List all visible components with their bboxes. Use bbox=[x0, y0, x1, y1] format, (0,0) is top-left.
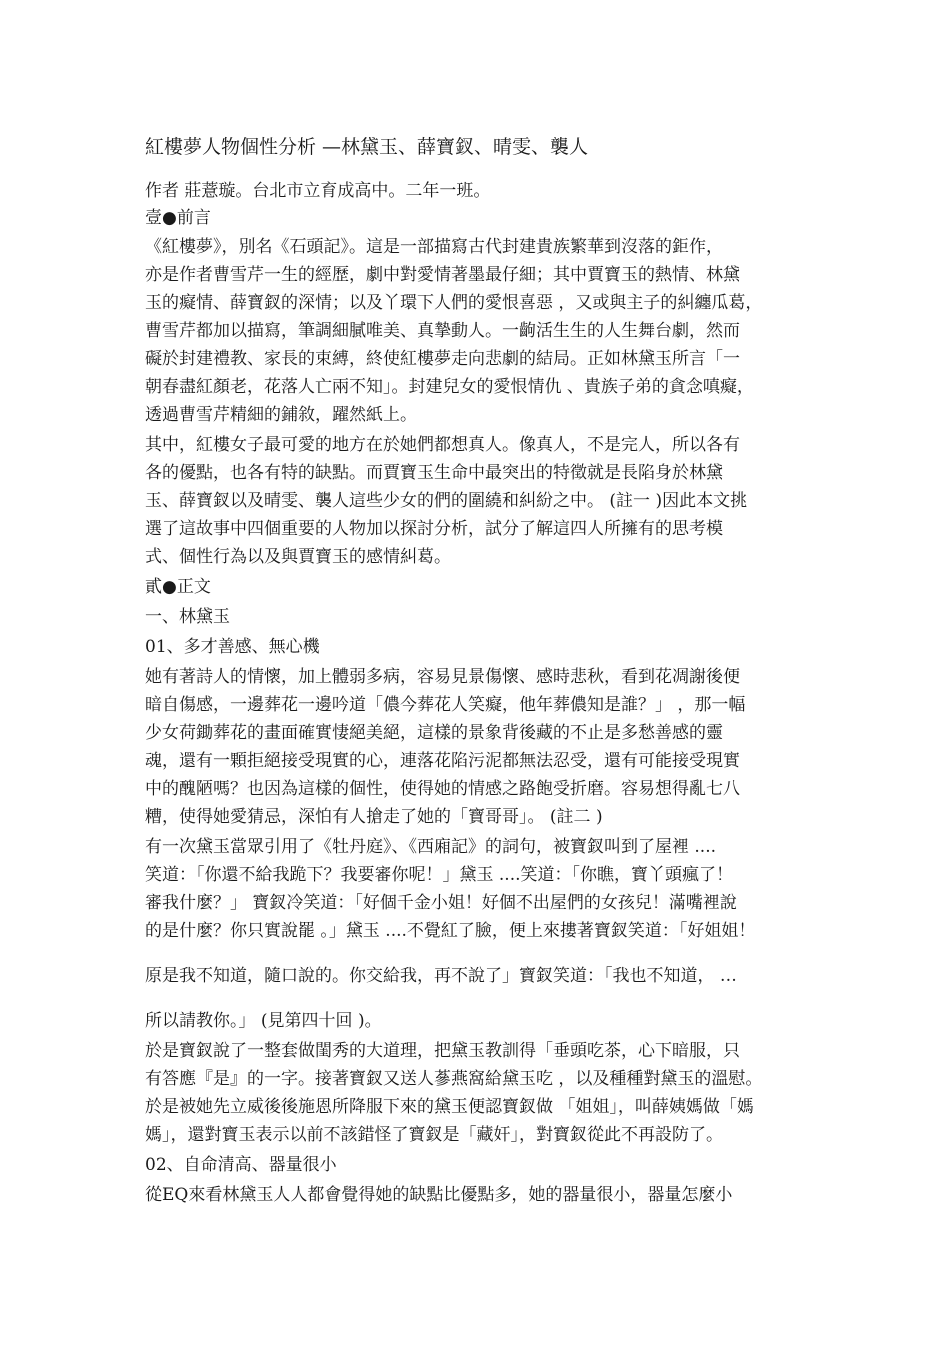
paragraph-line: 有一次黛玉當眾引用了《牡丹庭》、《西廂記》的詞句，被寶釵叫到了屋裡 .... bbox=[145, 837, 717, 857]
paragraph-line: 其中，紅樓女子最可愛的地方在於她們都想真人。像真人，不是完人，所以各有 bbox=[145, 435, 740, 455]
paragraph-line: 少女荷鋤葬花的畫面確實悽絕美絕，這樣的景象背後藏的不止是多愁善感的靈 bbox=[145, 723, 723, 743]
author-line: 作者 莊薏璇。台北市立育成高中。二年一班。 bbox=[145, 181, 491, 201]
paragraph-line: 朝春盡紅顏老，花落人亡兩不知」。封建兒女的愛恨情仇 、貴族子弟的貪念嗔癡， bbox=[145, 377, 754, 397]
paragraph-line: 玉的癡情、薛寶釵的深情；以及丫環下人們的愛恨喜惡 ，又或與主子的糾纏瓜葛， bbox=[145, 293, 763, 313]
section-heading-intro: 壹●前言 bbox=[145, 208, 211, 228]
paragraph-line: 玉、薛寶釵以及晴雯、襲人這些少女的們的圍繞和糾紛之中。 (註一 )因此本文挑 bbox=[145, 491, 748, 511]
point-heading: 02、自命清高、器量很小 bbox=[145, 1155, 337, 1175]
paragraph-line: 原是我不知道，隨口說的。你交給我，再不說了」寶釵笑道：「我也不知道， … bbox=[145, 966, 737, 986]
paragraph-line: 笑道：「你還不給我跪下？我要審你呢！」黛玉 ....笑道：「你瞧，寶丫頭瘋了！ bbox=[145, 865, 734, 885]
paragraph-line: 魂，還有一顆拒絕接受現實的心，連落花陷污泥都無法忍受，還有可能接受現實 bbox=[145, 751, 740, 771]
paragraph-line: 糟，使得她愛猜忌，深怕有人搶走了她的「寶哥哥」。 (註二 ) bbox=[145, 807, 603, 827]
paragraph-line: 暗自傷感，一邊葬花一邊吟道「儂今葬花人笑癡，他年葬儂知是誰？」 ，那一幅 bbox=[145, 695, 746, 715]
paragraph-line: 所以請教你。」 (見第四十回 )。 bbox=[145, 1011, 382, 1031]
paragraph-line: 亦是作者曹雪芹一生的經歷，劇中對愛情著墨最仔細；其中賈寶玉的熱情、林黛 bbox=[145, 265, 740, 285]
paragraph-line: 《紅樓夢》，別名《石頭記》。這是一部描寫古代封建貴族繁華到沒落的鉅作， bbox=[145, 237, 723, 257]
paragraph-line: 有答應『是』的一字。接著寶釵又送人蔘燕窩給黛玉吃 ，以及種種對黛玉的溫慰。 bbox=[145, 1069, 763, 1089]
document-title: 紅樓夢人物個性分析 —林黛玉、薛寶釵、晴雯、襲人 bbox=[145, 136, 589, 158]
paragraph-line: 從EQ來看林黛玉人人都會覺得她的缺點比優點多，她的器量很小，器量怎麼小 bbox=[145, 1185, 733, 1205]
paragraph-line: 於是被她先立威後後施恩所降服下來的黛玉便認寶釵做 「姐姐」，叫薛姨媽做「媽 bbox=[145, 1097, 754, 1117]
paragraph-line: 她有著詩人的情懷，加上體弱多病，容易見景傷懷、感時悲秋，看到花凋謝後便 bbox=[145, 667, 740, 687]
paragraph-line: 中的醜陋嗎？也因為這樣的個性，使得她的情感之路飽受折磨。容易想得亂七八 bbox=[145, 779, 740, 799]
paragraph-line: 選了這故事中四個重要的人物加以探討分析，試分了解這四人所擁有的思考模 bbox=[145, 519, 723, 539]
subsection-heading: 一、林黛玉 bbox=[145, 607, 230, 627]
paragraph-line: 的是什麼？你只實說罷 。」黛玉 ....不覺紅了臉，便上來摟著寶釵笑道：「好姐姐！ bbox=[145, 921, 756, 941]
section-heading-body: 貳●正文 bbox=[145, 577, 211, 597]
paragraph-line: 曹雪芹都加以描寫，筆調細膩唯美、真摯動人。一齣活生生的人生舞台劇，然而 bbox=[145, 321, 740, 341]
paragraph-line: 各的優點，也各有特的缺點。而賈寶玉生命中最突出的特徵就是長陷身於林黛 bbox=[145, 463, 723, 483]
paragraph-line: 於是寶釵說了一整套做閨秀的大道理，把黛玉教訓得「垂頭吃茶，心下暗服，只 bbox=[145, 1041, 740, 1061]
paragraph-line: 式、個性行為以及與賈寶玉的感情糾葛。 bbox=[145, 547, 451, 567]
paragraph-line: 透過曹雪芹精細的鋪敘，躍然紙上。 bbox=[145, 405, 417, 425]
paragraph-line: 審我什麼？」 寶釵冷笑道：「好個千金小姐！好個不出屋們的女孩兒！滿嘴裡說 bbox=[145, 893, 737, 913]
paragraph-line: 礙於封建禮教、家長的束縛，終使紅樓夢走向悲劇的結局。正如林黛玉所言「一 bbox=[145, 349, 740, 369]
point-heading: 01、多才善感、無心機 bbox=[145, 637, 320, 657]
paragraph-line: 媽」，還對寶玉表示以前不該錯怪了寶釵是「藏奸」，對寶釵從此不再設防了。 bbox=[145, 1125, 723, 1145]
